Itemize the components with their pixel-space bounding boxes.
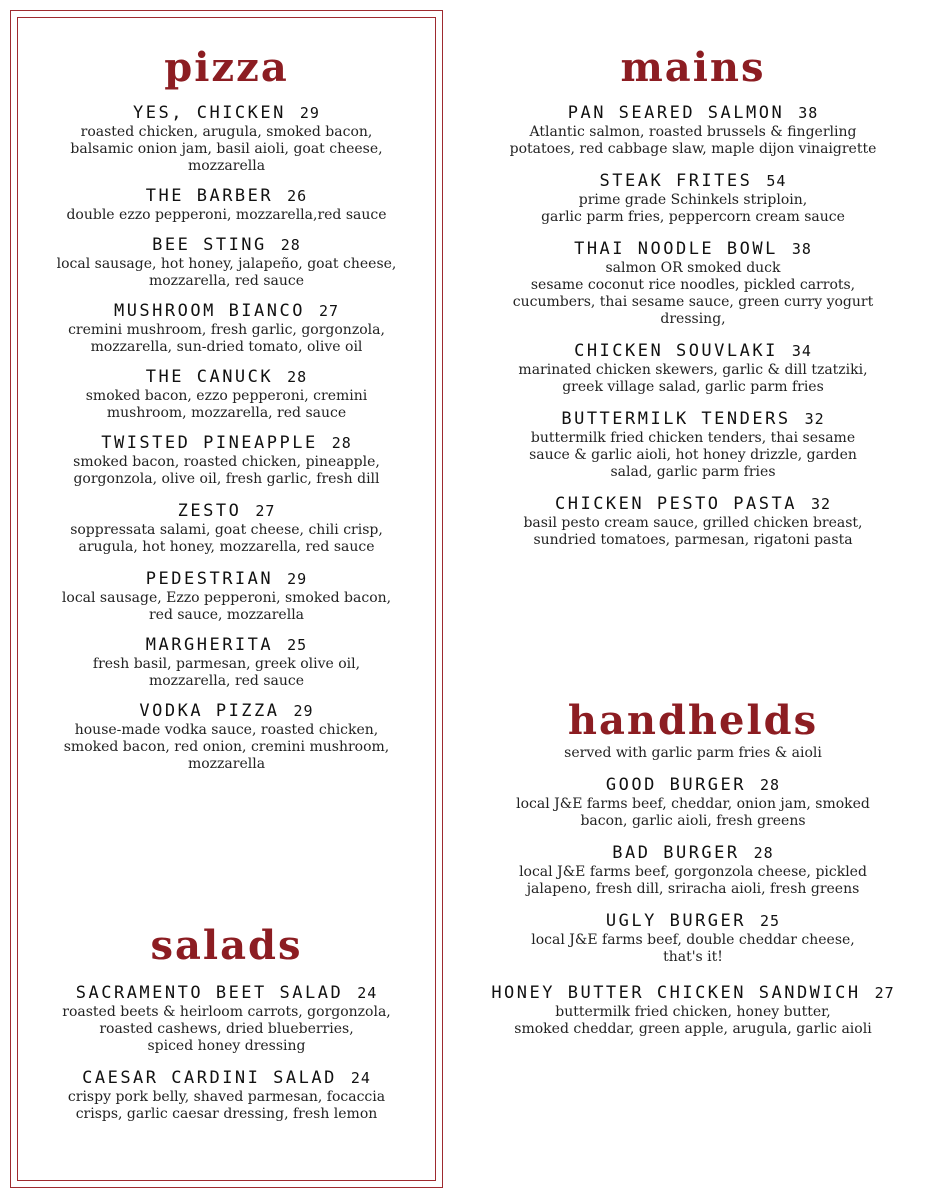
- menu-item-name: [20, 982, 433, 1004]
- menu-item-description: dressing,: [660, 311, 726, 327]
- mains-section: [460, 44, 926, 549]
- menu-item-description: salad, garlic parm fries: [610, 464, 776, 480]
- menu-item: [20, 700, 433, 773]
- menu-item-price: 28: [760, 776, 781, 794]
- menu-item-description: cucumbers, thai sesame sauce, green curry yogurt: [512, 294, 874, 310]
- menu-item: [20, 234, 433, 290]
- menu-item-description: mozzarella: [187, 756, 266, 772]
- menu-item-description: red sauce, mozzarella: [148, 607, 305, 623]
- section-subtitle: served with garlic parm fries & aioli: [564, 745, 822, 761]
- menu-item-name: [20, 300, 433, 322]
- menu-item-price: 25: [287, 636, 308, 654]
- menu-item-description: local sausage, Ezzo pepperoni, smoked bacon,: [61, 590, 392, 606]
- menu-item-description: sundried tomatoes, parmesan, rigatoni pasta: [533, 532, 853, 548]
- menu-item-description: Atlantic salmon, roasted brussels & fingerling: [529, 124, 857, 140]
- menu-item-description: bacon, garlic aioli, fresh greens: [580, 813, 806, 829]
- menu-item: [460, 982, 926, 1038]
- menu-item-title: SACRAMENTO BEET SALAD: [75, 983, 344, 1003]
- menu-item: [20, 982, 433, 1055]
- menu-item-description: crispy pork belly, shaved parmesan, focaccia: [67, 1089, 386, 1105]
- menu-item: [460, 910, 926, 966]
- menu-item: [20, 366, 433, 422]
- menu-item-name: [460, 982, 926, 1004]
- menu-item-description: balsamic onion jam, basil aioli, goat cheese,: [70, 141, 383, 157]
- menu-item-title: BEE STING: [152, 235, 267, 255]
- menu-item: [20, 500, 433, 556]
- menu-item-name: [20, 500, 433, 522]
- menu-item: [460, 493, 926, 549]
- menu-item-description: garlic parm fries, peppercorn cream sauce: [541, 209, 845, 225]
- menu-item-title: MARGHERITA: [145, 635, 274, 655]
- menu-item-title: CAESAR CARDINI SALAD: [82, 1068, 337, 1088]
- section-heading: handhelds: [567, 697, 819, 744]
- menu-item-price: 27: [255, 502, 276, 520]
- menu-item-title: STEAK FRITES: [599, 171, 753, 191]
- menu-item-name: [460, 170, 926, 192]
- menu-item-price: 28: [753, 844, 774, 862]
- menu-item-description: crisps, garlic caesar dressing, fresh lemon: [75, 1106, 378, 1122]
- menu-item-description: spiced honey dressing: [147, 1038, 306, 1054]
- menu-item-price: 32: [804, 410, 825, 428]
- menu-item: [20, 102, 433, 175]
- menu-item-description: fresh basil, parmesan, greek olive oil,: [92, 656, 361, 672]
- menu-item-description: jalapeno, fresh dill, sriracha aioli, fresh greens: [526, 881, 860, 897]
- menu-item-title: MUSHROOM BIANCO: [113, 301, 305, 321]
- menu-item-description: greek village salad, garlic parm fries: [562, 379, 824, 395]
- menu-list: [460, 774, 926, 1038]
- menu-item-title: PEDESTRIAN: [145, 569, 274, 589]
- menu-item-title: YES, CHICKEN: [133, 103, 286, 123]
- menu-item-name: [20, 700, 433, 722]
- menu-item-description: mozzarella: [187, 158, 266, 174]
- menu-item-price: 28: [331, 434, 352, 452]
- menu-item-description: buttermilk fried chicken, honey butter,: [555, 1004, 831, 1020]
- menu-item-description: smoked bacon, red onion, cremini mushroom,: [63, 739, 390, 755]
- menu-item-price: 25: [760, 912, 781, 930]
- menu-item-name: [460, 493, 926, 515]
- menu-item-name: [460, 774, 926, 796]
- menu-item-title: THAI NOODLE BOWL: [574, 239, 778, 259]
- menu-item-name: [460, 238, 926, 260]
- menu-item-price: 24: [357, 984, 378, 1002]
- menu-item-description: local J&E farms beef, cheddar, onion jam, smoked: [516, 796, 870, 812]
- menu-item: [460, 774, 926, 830]
- menu-item-title: BAD BURGER: [612, 843, 740, 863]
- menu-list: [20, 982, 433, 1123]
- menu-item-name: [20, 568, 433, 590]
- menu-item: [20, 568, 433, 624]
- menu-item: [20, 1067, 433, 1123]
- menu-item-title: PAN SEARED SALMON: [567, 103, 785, 123]
- menu-item-description: smoked bacon, ezzo pepperoni, cremini: [85, 388, 368, 404]
- menu-item-price: 29: [293, 702, 314, 720]
- menu-item: [460, 102, 926, 158]
- menu-item-description: roasted beets & heirloom carrots, gorgonzola,: [62, 1004, 391, 1020]
- menu-item-description: salmon OR smoked duck: [605, 260, 781, 276]
- menu-item-description: cremini mushroom, fresh garlic, gorgonzola,: [68, 322, 385, 338]
- menu-item-description: house-made vodka sauce, roasted chicken,: [74, 722, 379, 738]
- menu-item-name: [20, 432, 433, 454]
- menu-item-title: GOOD BURGER: [605, 775, 747, 795]
- menu-item-title: THE BARBER: [145, 186, 274, 206]
- menu-item-description: mushroom, mozzarella, red sauce: [106, 405, 347, 421]
- menu-item-description: mozzarella, sun-dried tomato, olive oil: [90, 339, 363, 355]
- section-heading: pizza: [164, 44, 289, 91]
- menu-item-description: potatoes, red cabbage slaw, maple dijon vinaigrette: [509, 141, 877, 157]
- menu-list: [20, 102, 433, 773]
- menu-item-description: double ezzo pepperoni, mozzarella,red sauce: [66, 207, 387, 223]
- menu-item-title: CHICKEN SOUVLAKI: [574, 341, 778, 361]
- menu-item-description: marinated chicken skewers, garlic & dill tzatziki,: [518, 362, 868, 378]
- menu-item-description: local sausage, hot honey, jalapeño, goat cheese,: [56, 256, 397, 272]
- menu-item-price: 27: [318, 302, 340, 320]
- menu-item-title: ZESTO: [177, 501, 242, 521]
- menu-item-name: [460, 102, 926, 124]
- menu-item-description: buttermilk fried chicken tenders, thai sesame: [530, 430, 856, 446]
- menu-item-name: [20, 1067, 433, 1089]
- menu-item-name: [460, 842, 926, 864]
- menu-item: [20, 634, 433, 690]
- menu-item-price: 38: [798, 104, 819, 122]
- menu-item-name: [20, 185, 433, 207]
- menu-item-title: BUTTERMILK TENDERS: [561, 409, 791, 429]
- menu-item-price: 24: [350, 1069, 371, 1087]
- menu-item-name: [460, 408, 926, 430]
- menu-item-description: mozzarella, red sauce: [148, 273, 305, 289]
- section-heading: mains: [620, 44, 766, 91]
- menu-item-description: sauce & garlic aioli, hot honey drizzle, garden: [529, 447, 857, 463]
- menu-item-name: [20, 102, 433, 124]
- menu-item-description: local J&E farms beef, double cheddar cheese,: [531, 932, 855, 948]
- menu-item-description: basil pesto cream sauce, grilled chicken breast,: [523, 515, 863, 531]
- menu-item: [460, 408, 926, 481]
- menu-item-title: TWISTED PINEAPPLE: [101, 433, 318, 453]
- handhelds-section: [460, 697, 926, 1038]
- menu-item-price: 29: [299, 104, 320, 122]
- menu-item-title: HONEY BUTTER CHICKEN SANDWICH: [491, 983, 861, 1003]
- menu-item-description: smoked bacon, roasted chicken, pineapple,: [73, 454, 380, 470]
- menu-item-price: 38: [791, 240, 812, 258]
- menu-item-name: [20, 366, 433, 388]
- menu-item-description: prime grade Schinkels striploin,: [578, 192, 808, 208]
- menu-list: [460, 102, 926, 549]
- menu-item-price: 34: [791, 342, 812, 360]
- menu-item-description: smoked cheddar, green apple, arugula, garlic aioli: [514, 1021, 872, 1037]
- menu-item-title: UGLY BURGER: [605, 911, 747, 931]
- section-heading: salads: [150, 922, 303, 969]
- menu-item-description: roasted cashews, dried blueberries,: [99, 1021, 354, 1037]
- menu-item-name: [20, 634, 433, 656]
- menu-item-description: local J&E farms beef, gorgonzola cheese, pickled: [519, 864, 867, 880]
- menu-item: [460, 340, 926, 396]
- menu-item-description: arugula, hot honey, mozzarella, red sauce: [78, 539, 375, 555]
- pizza-section: [20, 44, 433, 773]
- menu-item: [20, 432, 433, 488]
- menu-item: [460, 842, 926, 898]
- menu-item-title: THE CANUCK: [145, 367, 274, 387]
- menu-item-description: gorgonzola, olive oil, fresh garlic, fresh dill: [73, 471, 380, 487]
- menu-item-title: CHICKEN PESTO PASTA: [554, 494, 797, 514]
- menu-item-price: 32: [810, 495, 832, 513]
- menu-item-description: mozzarella, red sauce: [148, 673, 305, 689]
- menu-item-description: roasted chicken, arugula, smoked bacon,: [80, 124, 373, 140]
- menu-item-description: sesame coconut rice noodles, pickled carrots,: [530, 277, 856, 293]
- menu-item-price: 28: [280, 236, 301, 254]
- menu-item-name: [460, 340, 926, 362]
- menu-item-description: that's it!: [663, 949, 723, 965]
- menu-item-price: 54: [766, 172, 787, 190]
- menu-item-price: 29: [287, 570, 308, 588]
- menu-item-name: [20, 234, 433, 256]
- menu-item: [460, 238, 926, 328]
- salads-section: [20, 922, 433, 1123]
- menu-item: [460, 170, 926, 226]
- menu-item: [20, 300, 433, 356]
- menu-item-price: 27: [874, 984, 895, 1002]
- menu-item: [20, 185, 433, 224]
- menu-item-title: VODKA PIZZA: [139, 701, 280, 721]
- menu-item-price: 26: [287, 187, 308, 205]
- menu-item-name: [460, 910, 926, 932]
- menu-item-description: soppressata salami, goat cheese, chili crisp,: [70, 522, 383, 538]
- menu-item-price: 28: [287, 368, 308, 386]
